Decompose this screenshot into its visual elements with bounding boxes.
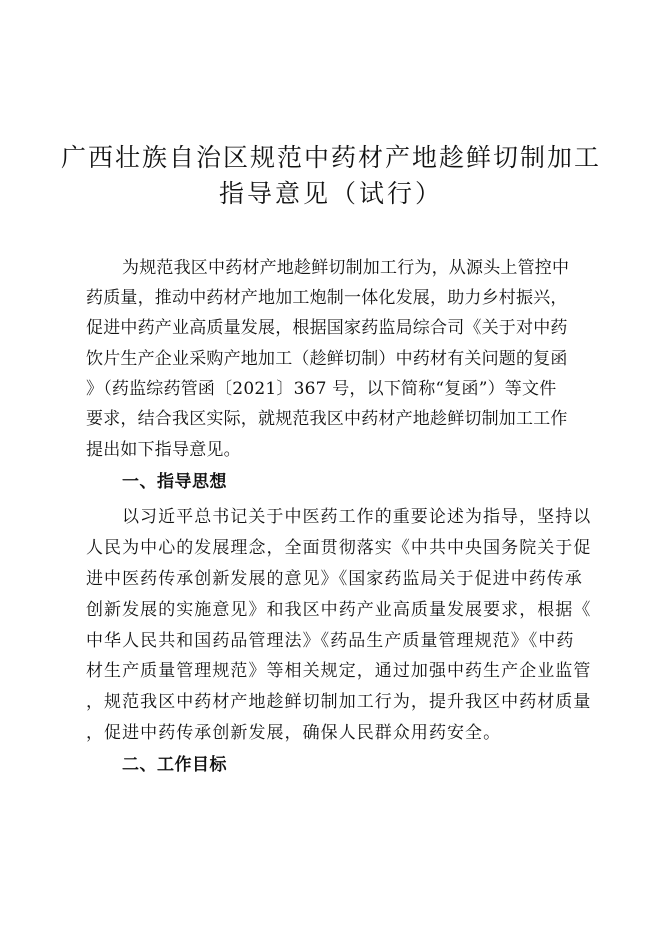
intro-line-6: 要求，结合我区实际，就规范我区中药材产地趁鲜切制加工工作: [86, 409, 568, 429]
section-1-line-6: 材生产质量管理规范》等相关规定，通过加强中药生产企业监管: [86, 661, 592, 681]
section-2-heading: 二、工作目标: [122, 755, 227, 775]
section-1-line-3: 进中医药传承创新发展的意见》《国家药监局关于促进中药传承: [86, 569, 583, 589]
section-1-line-7: ，规范我区中药材产地趁鲜切制加工行为，提升我区中药材质量: [86, 692, 592, 712]
section-1-heading: 一、指导思想: [122, 472, 227, 492]
intro-line-2: 药质量，推动中药材产地加工炮制一体化发展，助力乡村振兴，: [86, 288, 568, 308]
section-1-line-8: ，促进中药传承创新发展，确保人民群众用药安全。: [86, 723, 502, 743]
intro-line-5: 》（药监综药管函〔2021〕367 号，以下简称“复函”）等文件: [86, 379, 557, 399]
section-1-line-2: 人民为中心的发展理念，全面贯彻落实《中共中央国务院关于促: [86, 538, 592, 558]
section-1-line-1: 以习近平总书记关于中医药工作的重要论述为指导，坚持以: [122, 507, 592, 527]
intro-line-7: 提出如下指导意见。: [86, 440, 241, 460]
section-1-line-4: 创新发展的实施意见》和我区中药产业高质量发展要求，根据《: [86, 600, 592, 620]
intro-line-1: 为规范我区中药材产地趁鲜切制加工行为，从源头上管控中: [122, 258, 570, 278]
intro-line-3: 促进中药产业高质量发展，根据国家药监局综合司《关于对中药: [86, 318, 568, 338]
document-title-line-2: 指导意见（试行）: [218, 179, 443, 208]
intro-line-4: 饮片生产企业采购产地加工（趁鲜切制）中药材有关问题的复函: [86, 349, 568, 369]
section-1-line-5: 中华人民共和国药品管理法》《药品生产质量管理规范》《中药: [86, 631, 575, 651]
document-title-line-1: 广西壮族自治区规范中药材产地趁鲜切制加工: [60, 143, 601, 172]
